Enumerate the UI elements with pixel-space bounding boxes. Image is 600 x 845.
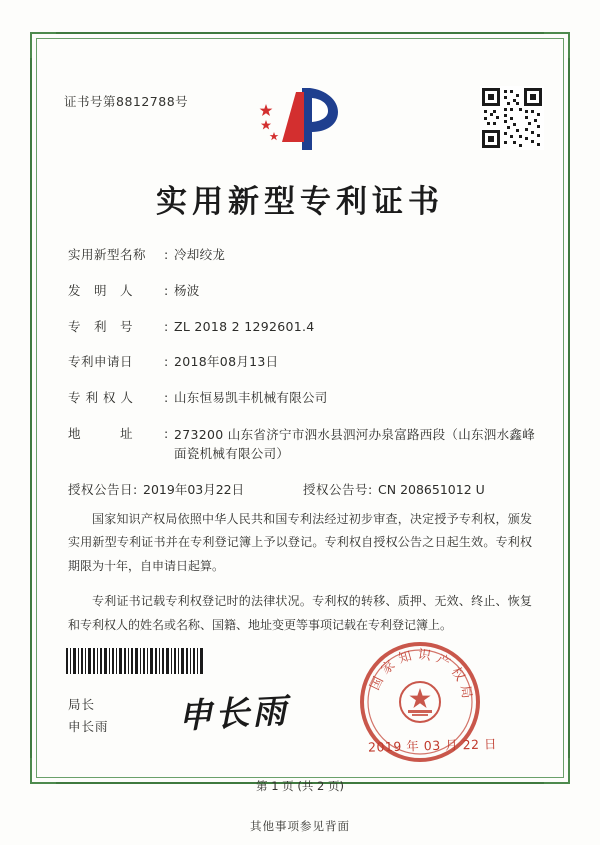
field-value-application-date: 2018年08月13日	[174, 354, 279, 370]
field-label-name: 实用新型名称	[68, 247, 147, 262]
field-colon-patent-number: :	[164, 318, 169, 334]
barcode	[66, 648, 204, 674]
field-row-application-date	[68, 353, 536, 372]
field-label-grant-number: 授权公告号	[303, 481, 369, 497]
legal-text-block	[68, 508, 532, 649]
field-value-name: 冷却绞龙	[174, 247, 226, 262]
field-value-patent-number: ZL 2018 2 1292601.4	[174, 318, 315, 334]
legal-paragraph-2: 专利证书记载专利权登记时的法律状况。专利权的转移、质押、无效、终止、恢复和专利权人的姓名或名称、国籍、地址变更等事项记载在专利登记簿上。	[68, 594, 532, 632]
field-label-inventor: 发 明 人	[68, 282, 134, 298]
field-row-address	[68, 425, 536, 464]
director-title-line-2: 申长雨	[68, 718, 109, 734]
field-value-grant-date: 2019年03月22日	[143, 481, 245, 497]
field-row-grant	[68, 481, 536, 500]
field-label-address: 地 址	[68, 425, 134, 441]
field-colon-grant-date: :	[133, 481, 138, 497]
field-colon-inventor: :	[164, 282, 169, 298]
corner-ornament-top-right	[544, 32, 570, 58]
qr-code	[480, 86, 544, 150]
footer-note: 其他事项参见背面	[250, 819, 350, 833]
legal-paragraph-1: 国家知识产权局依照中华人民共和国专利法经过初步审查，决定授予专利权，颁发实用新型专利证书并在专利登记簿上予以登记。专利权自授权公告之日起生效。专利权期限为十年，自申请日起算。	[68, 512, 532, 573]
field-row-patentee	[68, 389, 536, 408]
seal-date: 2019 年 03 月 22 日	[367, 736, 498, 755]
director-title-block	[68, 694, 109, 738]
field-colon-grant-number: :	[368, 481, 373, 497]
director-handwritten-signature: 申长雨	[177, 691, 291, 737]
page-number: 第 1 页 (共 2 页)	[256, 779, 344, 793]
field-label-patentee: 专 利 权 人	[68, 390, 134, 405]
field-label-application-date: 专利申请日	[68, 354, 134, 370]
cnipa-logo-icon	[252, 82, 348, 156]
corner-ornament-top-left	[30, 32, 56, 58]
field-label-grant-date: 授权公告日	[68, 481, 134, 497]
field-list	[68, 246, 536, 516]
field-colon-patentee: :	[164, 390, 169, 405]
certificate-number: 证书号第8812788号	[64, 94, 189, 109]
field-colon-address: :	[164, 425, 169, 441]
field-colon-application-date: :	[164, 354, 169, 370]
page-title: 实用新型专利证书	[156, 184, 444, 220]
field-value-inventor: 杨波	[174, 282, 200, 298]
field-colon-name: :	[164, 247, 169, 262]
svg-text:国家知识产权局: 国家知识产权局	[367, 647, 475, 705]
field-row-name	[68, 246, 536, 265]
director-title-line-1: 局长	[68, 697, 96, 712]
field-value-grant-number: CN 208651012 U	[378, 481, 485, 497]
field-value-patentee: 山东恒易凯丰机械有限公司	[174, 390, 328, 405]
field-row-patent-number	[68, 318, 536, 337]
field-value-address: 273200 山东省济宁市泗水县泗河办泉富路西段（山东泗水鑫峰面瓷机械有限公司）	[174, 426, 535, 462]
field-label-patent-number: 专 利 号	[68, 318, 134, 334]
field-row-inventor	[68, 282, 536, 301]
